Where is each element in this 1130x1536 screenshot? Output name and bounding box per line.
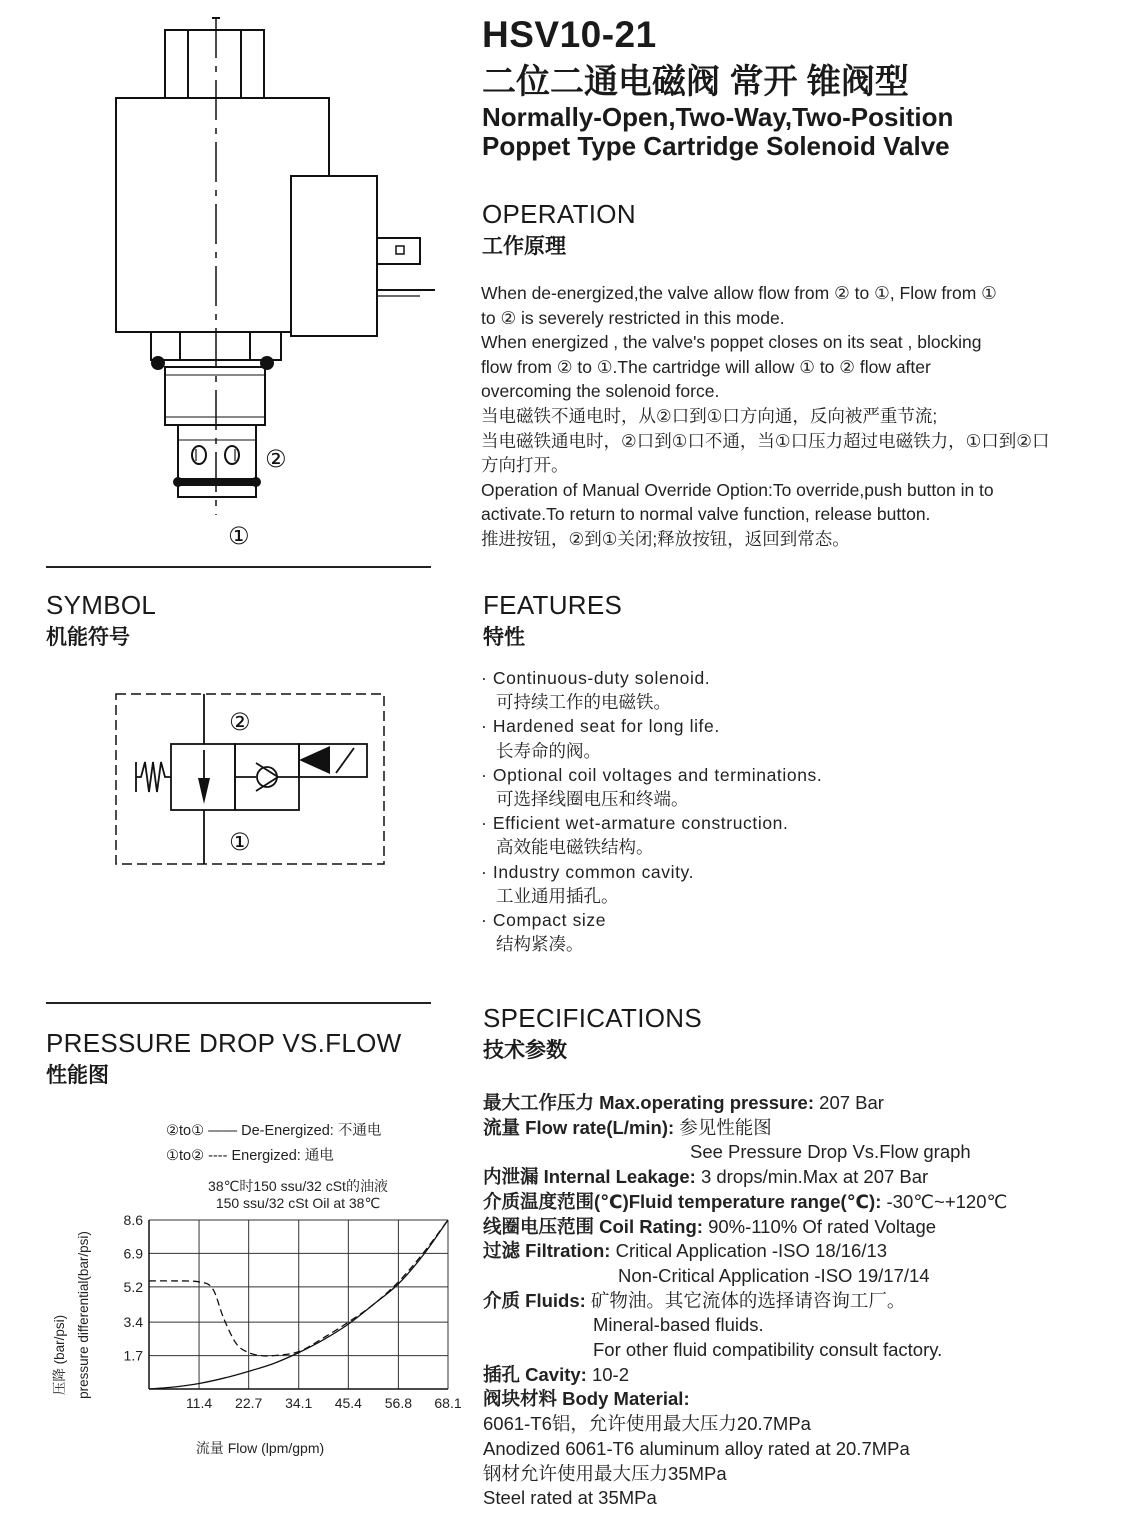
spec-body-material [483,1387,1007,1412]
chart-x-tick-label: 11.4 [185,1395,213,1411]
spec-body-line: 钢材允许使用最大压力35MPa [483,1462,727,1484]
spec-fluid-temperature [483,1190,1007,1215]
feature-cn: 工业通用插孔。 [496,885,619,906]
symbol-port-1-label: ① [229,829,251,856]
chart-y-tick-label: 6.9 [123,1245,143,1262]
spec-value: 207 Bar [814,1092,884,1113]
chart-x-tick-label: 68.1 [434,1395,462,1411]
specifications-heading-cn: 技术参数 [483,1039,567,1062]
operation-line: to ② is severely restricted in this mode. [481,307,785,328]
operation-line: flow from ② to ①.The cartridge will allow ① to ② flow after [481,356,931,377]
feature-item [481,860,822,908]
section-divider [46,566,431,568]
spec-fluids-en: Mineral-based fluids. [593,1314,764,1336]
symbol-heading: SYMBOL [46,590,157,620]
spec-filtration-noncritical: Non-Critical Application -ISO 19/17/14 [618,1264,930,1286]
chart-y-label-cn: 压降 (bar/psi) [52,1314,67,1396]
features-heading: FEATURES [483,590,623,620]
spec-label: 阀块材料 Body Material: [483,1388,690,1410]
title-english-line-1: Normally-Open,Two-Way,Two-Position [482,102,954,132]
spec-label: 插孔 Cavity: [483,1363,587,1385]
symbol-heading-cn: 机能符号 [46,626,130,649]
operation-description [481,281,1049,552]
chart-x-tick-label: 34.1 [285,1395,313,1411]
spec-value: Critical Application -ISO 18/16/13 [610,1240,888,1262]
model-number: HSV10-21 [482,14,657,55]
spec-value: -30℃~+120℃ [881,1190,1008,1212]
feature-item [481,763,822,811]
feature-item [481,908,822,956]
spec-label: 内泄漏 Internal Leakage: [483,1166,696,1188]
chart-x-tick-label: 22.7 [235,1395,263,1411]
operation-line: overcoming the solenoid force. [481,381,720,402]
operation-line: 推进按钮，②到①关闭;释放按钮，返回到常态。 [481,528,850,549]
operation-line: activate.To return to normal valve function, release button. [481,504,931,525]
operation-line: 方向打开。 [481,455,569,476]
solenoid-triangle [299,746,330,774]
operation-line: When energized , the valve's poppet closes on its seat , blocking [481,332,982,353]
spec-filtration [483,1239,1007,1264]
feature-cn: 长寿命的阀。 [496,740,601,761]
spec-value: 矿物油。其它流体的选择请咨询工厂。 [585,1289,906,1311]
feature-item [481,714,822,762]
feature-item [481,811,822,859]
spec-label: 介质 Fluids: [483,1289,586,1311]
chart-x-tick-label: 45.4 [334,1395,362,1411]
features-heading-cn: 特性 [483,626,525,649]
hydraulic-symbol [100,680,400,880]
spec-fluids [483,1289,1007,1314]
feature-en: · Compact size [481,910,607,931]
title-english-line-2: Poppet Type Cartridge Solenoid Valve [482,131,950,161]
spec-flow-rate [483,1116,1007,1141]
spec-label: 过滤 Filtration: [483,1240,611,1262]
operation-line: 当电磁铁不通电时，从②口到①口方向通，反向被严重节流; [481,405,938,426]
feature-cn: 高效能电磁铁结构。 [496,837,654,858]
spec-body-line: Steel rated at 35MPa [483,1487,657,1509]
feature-cn: 结构紧凑。 [496,934,584,955]
spec-cavity [483,1363,1007,1388]
chart-x-label: 流量 Flow (lpm/gpm) [195,1440,325,1456]
chart-legend-solid: ②to① —— De-Energized: 不通电 [166,1123,382,1139]
spec-fluids-note: For other fluid compatibility consult factory. [593,1339,943,1361]
operation-heading-cn: 工作原理 [482,235,566,258]
chart-note-en: 150 ssu/32 cSt Oil at 38℃ [215,1195,381,1211]
chart-note-cn: 38℃时150 ssu/32 cSt的油液 [208,1178,388,1194]
feature-en: · Continuous-duty solenoid. [481,668,711,688]
pressure-drop-heading: PRESSURE DROP VS.FLOW [46,1028,402,1058]
spec-label: 流量 Flow rate(L/min): [483,1116,675,1138]
spec-max-pressure [483,1091,1007,1116]
pressure-drop-chart [40,1110,480,1470]
chart-y-tick-label: 8.6 [123,1212,143,1228]
spec-value: 90%-110% Of rated Voltage [702,1215,937,1237]
pressure-drop-heading-cn: 性能图 [46,1064,109,1087]
operation-line: 当电磁铁通电时，②口到①口不通，当①口压力超过电磁铁力，①口到②口 [481,430,1050,451]
spec-coil-rating [483,1215,1007,1240]
operation-heading: OPERATION [482,199,636,229]
spec-flow-rate-note: See Pressure Drop Vs.Flow graph [690,1141,971,1163]
specifications-heading: SPECIFICATIONS [483,1003,702,1033]
feature-en: · Optional coil voltages and terminations. [481,764,823,785]
feature-en: · Efficient wet-armature construction. [481,813,789,834]
symbol-port-2-label: ② [229,709,251,736]
chart-x-tick-label: 56.8 [384,1395,413,1411]
spec-body-line: Anodized 6061-T6 aluminum alloy rated at 20.7MPa [483,1437,910,1459]
spec-value: 10-2 [586,1363,629,1385]
features-list [481,666,822,956]
section-divider [46,1002,431,1004]
title-chinese: 二位二通电磁阀 常开 锥阀型 [482,63,909,101]
chart-y-label-en: pressure differential(bar/psi) [76,1231,91,1399]
feature-cn: 可选择线圈电压和终端。 [496,789,689,810]
feature-item [481,666,822,714]
flow-arrow-head [198,778,210,804]
valve-drawing [0,0,470,560]
feature-en: · Industry common cavity. [481,861,695,882]
feature-cn: 可持续工作的电磁铁。 [496,692,671,713]
chart-legend-dashed: ①to② ---- Energized: 通电 [166,1148,334,1164]
operation-line: When de-energized,the valve allow flow from ② to ①, Flow from ① [481,283,997,303]
spec-body-line: 6061-T6铝，允许使用最大压力20.7MPa [483,1413,811,1435]
spec-value: 参见性能图 [674,1116,772,1138]
feature-en: · Hardened seat for long life. [481,716,720,737]
spec-value: 3 drops/min.Max at 207 Bar [695,1166,929,1188]
spec-label: 最大工作压力 Max.operating pressure: [483,1092,815,1113]
spec-label: 介质温度范围(℃)Fluid temperature range(℃): [483,1190,882,1212]
specifications-list [483,1091,1007,1511]
valve-port-2-label: ② [265,446,287,473]
valve-port-1-label: ① [228,523,250,550]
spec-internal-leakage [483,1165,1007,1190]
chart-y-tick-label: 5.2 [123,1278,143,1295]
spec-label: 线圈电压范围 Coil Rating: [483,1215,703,1237]
chart-y-tick-label: 3.4 [123,1314,143,1331]
operation-line: Operation of Manual Override Option:To override,push button in to [481,479,994,500]
chart-y-tick-label: 1.7 [123,1347,143,1364]
